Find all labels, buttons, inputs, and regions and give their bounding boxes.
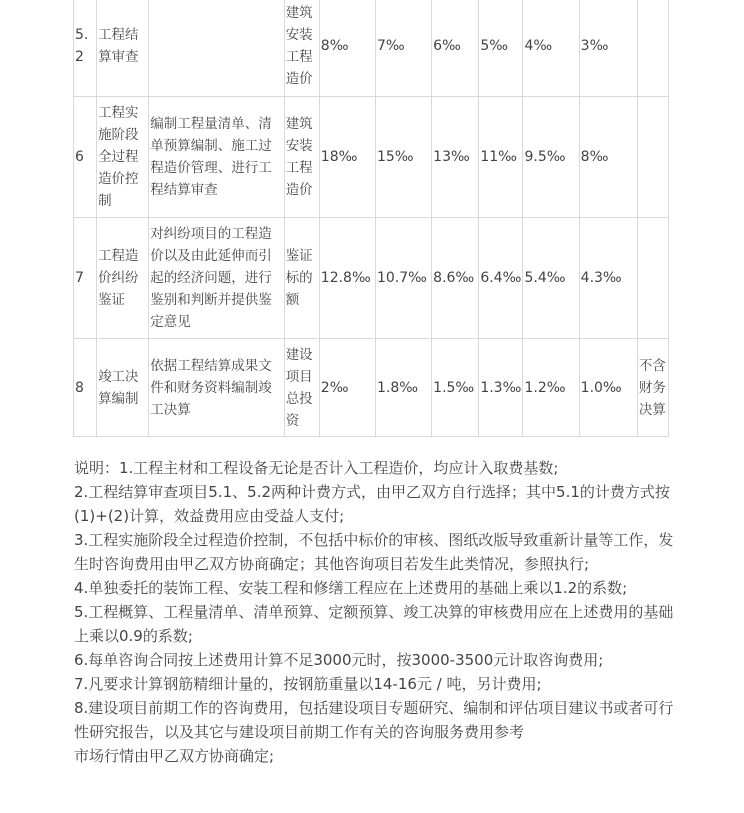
rate-cell: 11‰ (479, 97, 523, 218)
rate-cell: 8‰ (319, 0, 375, 97)
remark: 不含财务决算 (637, 339, 668, 437)
row-number: 6 (74, 97, 97, 218)
rate-cell: 7‰ (375, 0, 431, 97)
service-content: 编制工程量清单、清单预算编制、施工过程造价管理、进行工程结算审查 (149, 97, 284, 218)
project-item: 竣工决算编制 (97, 339, 149, 437)
rate-cell: 9.5‰ (523, 97, 579, 218)
notes-section (74, 456, 674, 768)
project-item: 工程结算审查 (97, 0, 149, 97)
rate-cell: 6.4‰ (479, 218, 523, 339)
remark (637, 0, 668, 97)
rate-cell: 2‰ (319, 339, 375, 437)
note-line: 市场行情由甲乙双方协商确定; (74, 747, 275, 765)
row-number: 5.2 (74, 0, 97, 97)
table-row (74, 0, 669, 97)
rate-cell: 8.6‰ (432, 218, 479, 339)
note-line: 6.每单咨询合同按上述费用计算不足3000元时，按3000-3500元计取咨询费用; (74, 651, 604, 669)
rate-cell: 12.8‰ (319, 218, 375, 339)
note-line: 3.工程实施阶段全过程造价控制，不包括中标价的审核、图纸改版导致重新计量等工作，发生时咨询费用由甲乙双方协商确定；其他咨询项目若发生此类情况，参照执行; (74, 531, 674, 573)
table-row (74, 218, 669, 339)
service-content (149, 0, 284, 97)
project-item: 工程实施阶段全过程造价控制 (97, 97, 149, 218)
fee-base: 建设项目总投资 (284, 339, 319, 437)
rate-cell: 6‰ (432, 0, 479, 97)
rate-cell: 5‰ (479, 0, 523, 97)
rate-cell: 10.7‰ (375, 218, 431, 339)
rate-cell: 1.8‰ (375, 339, 431, 437)
rate-cell: 4‰ (523, 0, 579, 97)
fee-base: 鉴证标的额 (284, 218, 319, 339)
row-number: 7 (74, 218, 97, 339)
note-line: 4.单独委托的装饰工程、安装工程和修缮工程应在上述费用的基础上乘以1.2的系数; (74, 579, 628, 597)
rate-cell: 18‰ (319, 97, 375, 218)
remark (637, 97, 668, 218)
row-number: 8 (74, 339, 97, 437)
rate-cell: 1.5‰ (432, 339, 479, 437)
note-line: 说明：1.工程主材和工程设备无论是否计入工程造价，均应计入取费基数; (74, 459, 559, 477)
rate-cell: 5.4‰ (523, 218, 579, 339)
note-line: 8.建设项目前期工作的咨询费用，包括建设项目专题研究、编制和评估项目建议书或者可行性研究报告，以及其它与建设项目前期工作有关的咨询服务费用参考 (74, 699, 674, 741)
note-line: 5.工程概算、工程量清单、清单预算、定额预算、竣工决算的审核费用应在上述费用的基础上乘以0.9的系数; (74, 603, 674, 645)
rate-cell: 3‰ (579, 0, 637, 97)
note-line: 2.工程结算审查项目5.1、5.2两种计费方式，由甲乙双方自行选择；其中5.1的计费方式按(1)+(2)计算，效益费用应由受益人支付; (74, 483, 670, 525)
service-content: 依据工程结算成果文件和财务资料编制竣工决算 (149, 339, 284, 437)
fee-table (73, 0, 669, 437)
fee-base: 建筑安装工程造价 (284, 97, 319, 218)
service-content: 对纠纷项目的工程造价以及由此延伸而引起的经济问题，进行鉴别和判断并提供鉴定意见 (149, 218, 284, 339)
rate-cell: 1.0‰ (579, 339, 637, 437)
remark (637, 218, 668, 339)
rate-cell: 4.3‰ (579, 218, 637, 339)
table-row (74, 339, 669, 437)
note-line: 7.凡要求计算钢筋精细计量的，按钢筋重量以14-16元 / 吨，另计费用; (74, 675, 542, 693)
fee-base: 建筑安装工程造价 (284, 0, 319, 97)
rate-cell: 15‰ (375, 97, 431, 218)
rate-cell: 13‰ (432, 97, 479, 218)
rate-cell: 1.3‰ (479, 339, 523, 437)
rate-cell: 1.2‰ (523, 339, 579, 437)
rate-cell: 8‰ (579, 97, 637, 218)
table-row (74, 97, 669, 218)
project-item: 工程造价纠纷鉴证 (97, 218, 149, 339)
